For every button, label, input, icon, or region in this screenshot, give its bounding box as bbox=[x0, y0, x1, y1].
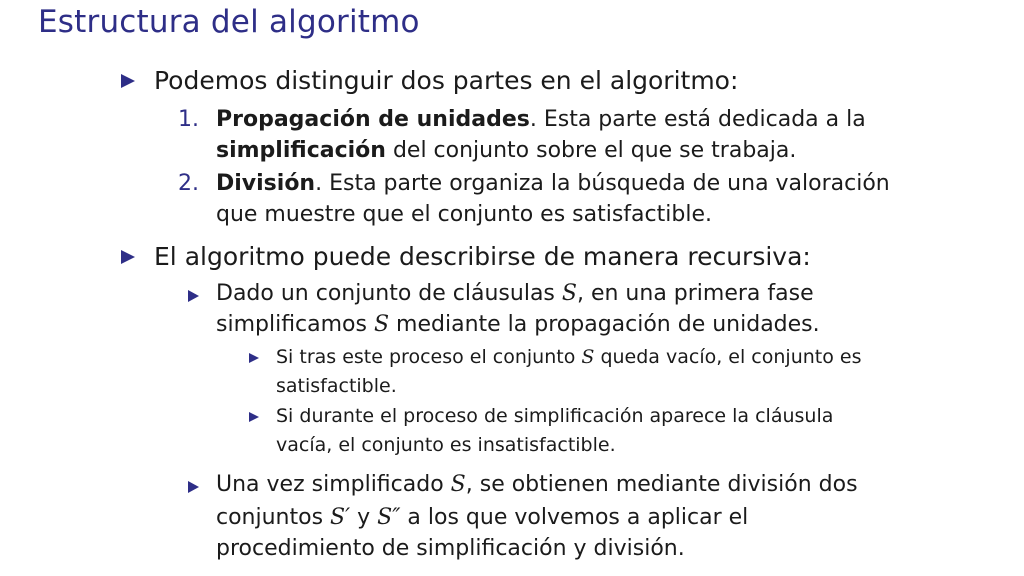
math-symbol: S bbox=[450, 472, 466, 497]
enum-item-line bbox=[216, 107, 866, 132]
term-bold: Propagación de unidades bbox=[216, 107, 530, 132]
enum-item-line bbox=[216, 138, 796, 163]
sub-sub-bullet-line bbox=[276, 346, 861, 368]
math-symbol: S bbox=[373, 312, 390, 337]
term-bold: simplificación bbox=[216, 138, 386, 163]
sub-sub-bullet-line: Si durante el proceso de simplificación aparece la cláusula bbox=[276, 405, 834, 427]
slide-title: Estructura del algoritmo bbox=[38, 4, 420, 40]
sub-sub-bullet-line: satisfactible. bbox=[276, 375, 397, 397]
math-symbol: S bbox=[561, 281, 577, 306]
enum-item-line: que muestre que el conjunto es satisfactible. bbox=[216, 202, 712, 227]
triangle-right-icon bbox=[249, 412, 259, 422]
text-span: , en una primera fase bbox=[576, 281, 814, 306]
triangle-right-icon bbox=[121, 250, 135, 264]
sub-bullet-line: procedimiento de simplificación y división. bbox=[216, 536, 685, 561]
text-span: simplificamos bbox=[216, 312, 374, 337]
text-span: a los que volvemos a aplicar el bbox=[400, 505, 749, 530]
enum-number: 2. bbox=[178, 171, 199, 196]
sub-bullet-line bbox=[216, 472, 858, 497]
term-bold: División bbox=[216, 171, 316, 196]
math-symbol: S bbox=[581, 346, 595, 368]
text-span: conjuntos bbox=[216, 505, 331, 530]
text-span: y bbox=[350, 505, 378, 530]
text-span: del conjunto sobre el que se trabaja. bbox=[385, 138, 797, 163]
sub-bullet-line bbox=[216, 505, 748, 530]
sub-bullet-line bbox=[216, 312, 820, 337]
triangle-right-icon bbox=[188, 290, 199, 302]
text-span: , se obtienen mediante división dos bbox=[465, 472, 858, 497]
enum-number: 1. bbox=[178, 107, 199, 132]
sub-bullet-line bbox=[216, 281, 814, 306]
text-span: mediante la propagación de unidades. bbox=[389, 312, 820, 337]
math-symbol: S′ bbox=[330, 505, 351, 530]
text-span: Una vez simplificado bbox=[216, 472, 451, 497]
math-symbol: S″ bbox=[377, 505, 401, 530]
triangle-right-icon bbox=[249, 353, 259, 363]
text-span: . Esta parte organiza la búsqueda de una valoración bbox=[315, 171, 890, 196]
sub-sub-bullet-line: vacía, el conjunto es insatisfactible. bbox=[276, 434, 616, 456]
text-span: queda vacío, el conjunto es bbox=[594, 346, 862, 368]
text-span: Si tras este proceso el conjunto bbox=[276, 346, 582, 368]
bullet-text: Podemos distinguir dos partes en el algoritmo: bbox=[154, 66, 739, 95]
triangle-right-icon bbox=[188, 481, 199, 493]
bullet-text: El algoritmo puede describirse de manera recursiva: bbox=[154, 242, 811, 271]
text-span: . Esta parte está dedicada a la bbox=[529, 107, 866, 132]
triangle-right-icon bbox=[121, 74, 135, 88]
enum-item-line bbox=[216, 171, 890, 196]
text-span: Dado un conjunto de cláusulas bbox=[216, 281, 562, 306]
